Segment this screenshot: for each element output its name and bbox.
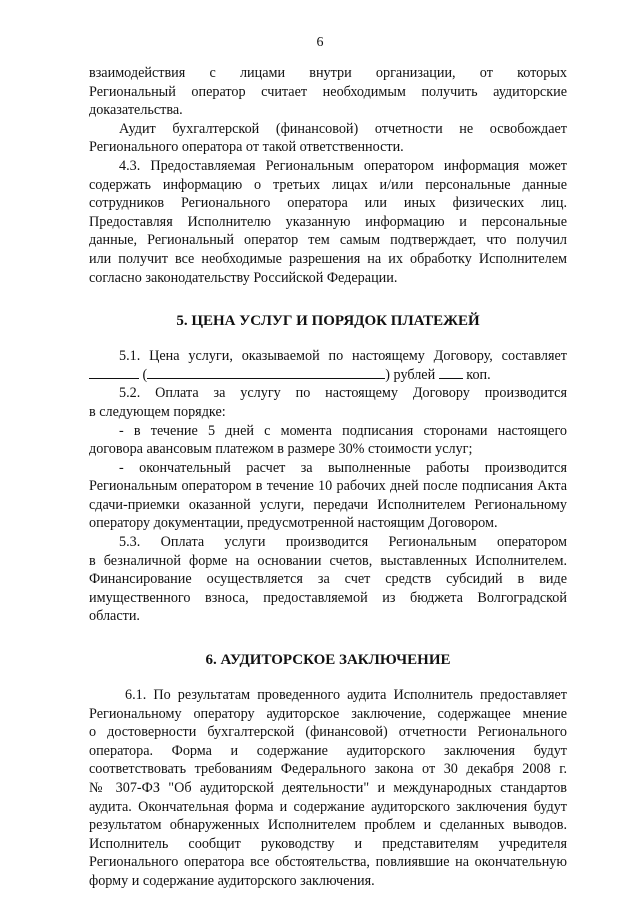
price-blank[interactable]: [89, 366, 139, 379]
text-line: сдачи-приемки оказанной услуги, передачи Исполнителем Региональному: [89, 496, 567, 513]
paragraph-4-3: [89, 157, 567, 287]
section-5-heading: 5. ЦЕНА УСЛУГ И ПОРЯДОК ПЛАТЕЖЕЙ: [176, 313, 480, 330]
text-line: в безналичной форме на основании счетов, выставленных Исполнителем.: [89, 552, 567, 569]
text-line: 5.1. Цена услуги, оказываемой по настоящему Договору, составляет: [119, 348, 567, 365]
bullet-advance-payment: [89, 422, 567, 459]
price-line: [89, 366, 567, 385]
text-line: взаимодействия с лицами внутри организации, от которых: [89, 65, 567, 81]
price-words-blank[interactable]: [147, 366, 385, 379]
paragraph-6-1: [89, 686, 567, 891]
text-line: соответствовать требованиям Федерального закона от 30 декабря 2008 г.: [89, 761, 567, 778]
text-line: в следующем порядке:: [89, 403, 226, 420]
text-fragment: коп.: [466, 366, 491, 383]
page-number: 6: [316, 35, 324, 50]
text-line: Региональным оператором в течение 10 рабочих дней после подписания Акта: [89, 478, 567, 495]
paragraph-continuation: [89, 64, 567, 120]
paragraph-audit-responsibility: [89, 120, 567, 157]
text-line: сотрудников Регионального оператора или иных физических лиц.: [89, 195, 567, 212]
paragraph-5-2: [89, 384, 567, 421]
paragraph-5-3: [89, 533, 567, 626]
text-line: Предоставляя Исполнителю указанную информацию и персональные: [89, 213, 567, 230]
text-fragment: (: [142, 366, 148, 383]
text-line: 4.3. Предоставляемая Региональным оператором информация может: [119, 157, 567, 174]
text-line: - окончательный расчет за выполненные работы производится: [119, 459, 567, 476]
document-body: [89, 64, 567, 891]
text-line: - в течение 5 дней с момента подписания сторонами настоящего: [119, 422, 567, 439]
text-line: Регионального оператора все обстоятельства, повлиявшие на окончательную: [89, 854, 567, 871]
text-line: аудита. Окончательная форма и содержание аудиторского заключения будут: [89, 798, 567, 815]
text-line: Исполнитель сообщит руководству и представителям учредителя: [89, 835, 567, 852]
text-line: 5.3. Оплата услуги производится Региональным оператором: [119, 534, 567, 551]
text-line: согласно законодательству Российской Федерации.: [89, 269, 398, 286]
text-line: 6.1. По результатам проведенного аудита Исполнитель предоставляет: [125, 687, 567, 704]
text-line: доказательства.: [89, 102, 183, 119]
text-line: Финансирование осуществляется за счет средств субсидий в виде: [89, 571, 567, 588]
text-line: Аудит бухгалтерской (финансовой) отчетности не освобождает: [119, 120, 567, 137]
text-line: результатом обнаруженных Исполнителем проблем и сделанных выводов.: [89, 817, 567, 834]
text-line: имущественного взноса, предоставляемой из бюджета Волгоградской: [89, 589, 567, 606]
text-line: форму и содержание аудиторского заключения.: [89, 872, 375, 889]
text-line: 5.2. Оплата за услугу по настоящему Договору производится: [119, 385, 567, 402]
kopeck-blank[interactable]: [439, 366, 463, 379]
text-line: области.: [89, 608, 140, 625]
text-line: № 307-ФЗ "Об аудиторской деятельности" и международных стандартов: [89, 780, 567, 796]
text-line: Региональному оператору аудиторское заключение, содержащее мнение: [89, 705, 567, 722]
text-fragment: ) рублей: [385, 366, 436, 383]
text-line: или получит все необходимые разрешения на их обработку Исполнителем: [89, 250, 567, 267]
section-6-heading: 6. АУДИТОРСКОЕ ЗАКЛЮЧЕНИЕ: [205, 652, 451, 669]
text-line: договора авансовым платежом в размере 30% стоимости услуг;: [89, 441, 473, 458]
bullet-final-payment: [89, 459, 567, 533]
text-line: оператора. Форма и содержание аудиторского заключения будут: [89, 742, 567, 759]
text-line: данные, Региональный оператор тем самым подтверждает, что получил: [89, 232, 567, 249]
text-line: Регионального оператора от такой ответственности.: [89, 139, 404, 156]
text-line: Региональный оператор считает необходимым получить аудиторские: [89, 83, 567, 100]
paragraph-5-1: [89, 347, 567, 384]
text-line: содержать информацию о третьих лицах и/или персональные данные: [89, 176, 567, 193]
text-line: о достоверности бухгалтерской (финансовой) отчетности Регионального: [89, 724, 567, 741]
text-line: оператору документации, предусмотренной настоящим Договором.: [89, 515, 498, 532]
